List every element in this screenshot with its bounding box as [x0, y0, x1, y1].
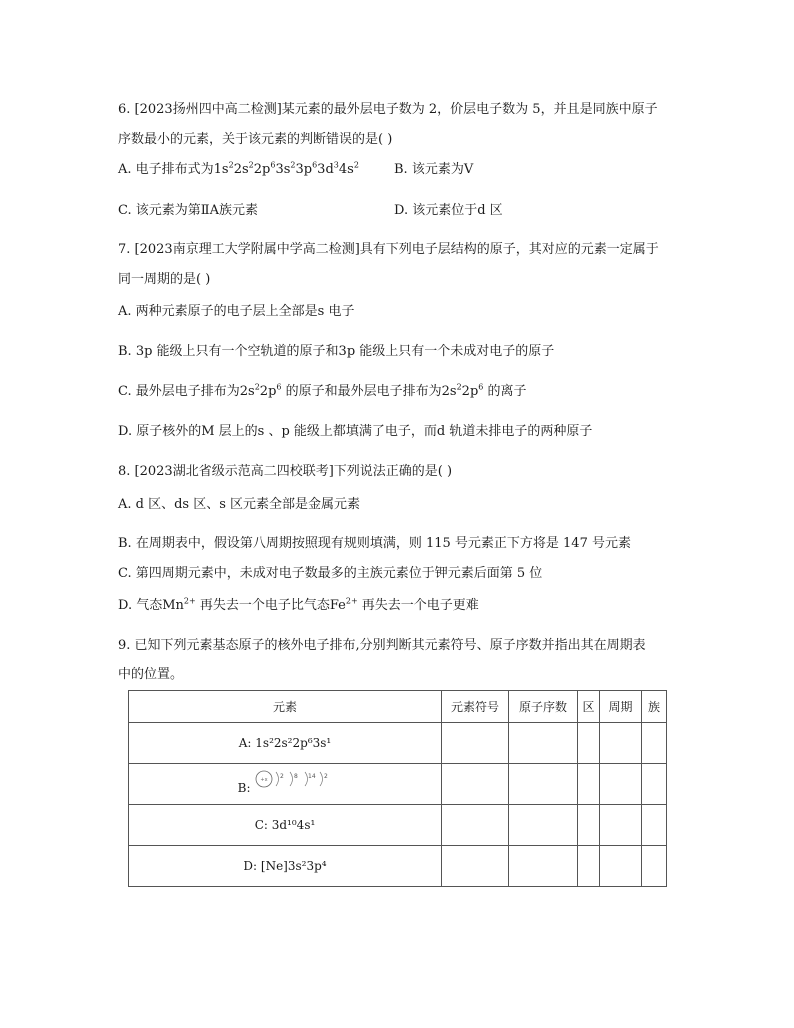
nucleus-label: +x	[260, 777, 268, 783]
q7-option-c-part3: 的离子	[487, 384, 527, 399]
answer-cell[interactable]	[600, 764, 642, 805]
table-header-row	[129, 691, 667, 723]
answer-cell[interactable]	[578, 805, 600, 846]
q8-stem: 8. [2023湖北省级示范高二四校联考]下列说法正确的是( )	[118, 464, 453, 479]
q6-option-c: C. 该元素为第ⅡA族元素	[118, 203, 258, 218]
q7-option-c-part1: C. 最外层电子排布为2s	[118, 384, 255, 399]
answer-cell[interactable]	[509, 723, 578, 764]
q8-option-c: C. 第四周期元素中，未成对电子数最多的主族元素位于钾元素后面第 5 位	[118, 566, 543, 581]
table-row	[129, 764, 667, 805]
answer-cell[interactable]	[642, 846, 667, 887]
row-b-wrap	[237, 773, 333, 795]
q6-option-a: A. 电子排布式为$1s^22s^22p^63s^23p^63d^34s^2$	[118, 160, 359, 177]
answer-cell[interactable]	[642, 723, 667, 764]
q6-option-d: D. 该元素位于d 区	[394, 203, 503, 218]
answer-cell[interactable]	[578, 764, 600, 805]
q6-stem-line2: 序数最小的元素，关于该元素的判断错误的是( )	[118, 132, 393, 147]
q7-option-c: C. 最外层电子排布为$2s^22p^6$ 的原子和最外层电子排布为$2s^22p^6$ 的离子	[118, 382, 527, 399]
q9-stem-line2: 中的位置。	[118, 667, 184, 682]
row-b-label: B:	[237, 780, 251, 795]
q8-option-b: B. 在周期表中，假设第八周期按照现有规则填满，则 115 号元素正下方将是 147 号元素	[118, 536, 631, 551]
answer-cell[interactable]	[600, 805, 642, 846]
row-c-config: C: 3d¹⁰4s¹	[129, 805, 442, 846]
q8-option-d-part3: 再失去一个电子更难	[357, 598, 479, 613]
answer-cell[interactable]	[509, 764, 578, 805]
header-symbol: 元素符号	[442, 691, 509, 723]
header-group: 族	[642, 691, 667, 723]
q6-option-b: B. 该元素为V	[394, 162, 474, 177]
answer-cell[interactable]	[600, 723, 642, 764]
answer-cell[interactable]	[442, 723, 509, 764]
answer-cell[interactable]	[578, 846, 600, 887]
q6-option-a-text: A. 电子排布式为1s	[118, 162, 229, 177]
q7-option-c-part2: 的原子和最外层电子排布为2s	[285, 384, 457, 399]
q9-stem-line1: 9. 已知下列元素基态原子的核外电子排布,分别判断其元素符号、原子序数并指出其在周期表	[118, 638, 646, 653]
table-row	[129, 846, 667, 887]
answer-cell[interactable]	[642, 764, 667, 805]
answer-cell[interactable]	[642, 805, 667, 846]
header-atomic-number: 原子序数	[509, 691, 578, 723]
answer-cell[interactable]	[442, 764, 509, 805]
shell-arc	[276, 772, 279, 786]
atomic-structure-diagram	[254, 767, 332, 791]
q6-stem-line1: 6. [2023扬州四中高二检测]某元素的最外层电子数为 2，价层电子数为 5，并且是同族中原子	[118, 102, 658, 117]
q8-option-a: A. d 区、ds 区、s 区元素全部是金属元素	[118, 497, 361, 512]
q7-option-d: D. 原子核外的M 层上的s 、p 能级上都填满了电子，而d 轨道未排电子的两种原子	[118, 424, 593, 439]
shell-arc	[320, 772, 323, 786]
q8-option-d-part1: D. 气态Mn	[118, 598, 184, 613]
answer-cell[interactable]	[442, 805, 509, 846]
shell-arc	[290, 772, 293, 786]
q7-option-b: B. 3p 能级上只有一个空轨道的原子和3p 能级上只有一个未成对电子的原子	[118, 344, 555, 359]
row-b-config	[129, 764, 442, 805]
answer-cell[interactable]	[600, 846, 642, 887]
element-table	[128, 690, 667, 887]
answer-cell[interactable]	[509, 805, 578, 846]
q7-stem-line2: 同一周期的是( )	[118, 272, 211, 287]
row-d-config: D: [Ne]3s²3p⁴	[129, 846, 442, 887]
answer-cell[interactable]	[578, 723, 600, 764]
answer-cell[interactable]	[442, 846, 509, 887]
header-period: 周期	[600, 691, 642, 723]
shell-count: 2	[280, 773, 285, 780]
q8-option-d: D. 气态$Mn^{2+}$ 再失去一个电子比气态$Fe^{2+}$ 再失去一个电子更难	[118, 596, 479, 613]
q7-stem-line1: 7. [2023南京理工大学附属中学高二检测]具有下列电子层结构的原子，其对应的元素一定属于	[118, 242, 659, 257]
shell-count: 8	[294, 773, 299, 780]
row-a-config: A: 1s²2s²2p⁶3s¹	[129, 723, 442, 764]
table-row	[129, 723, 667, 764]
header-element: 元素	[129, 691, 442, 723]
shell-count: 2	[324, 773, 329, 780]
q7-option-a: A. 两种元素原子的电子层上全部是s 电子	[118, 304, 355, 319]
table-row	[129, 805, 667, 846]
q8-option-d-part2: 再失去一个电子比气态Fe	[195, 598, 346, 613]
header-block: 区	[578, 691, 600, 723]
shell-count: 14	[308, 773, 316, 780]
answer-cell[interactable]	[509, 846, 578, 887]
